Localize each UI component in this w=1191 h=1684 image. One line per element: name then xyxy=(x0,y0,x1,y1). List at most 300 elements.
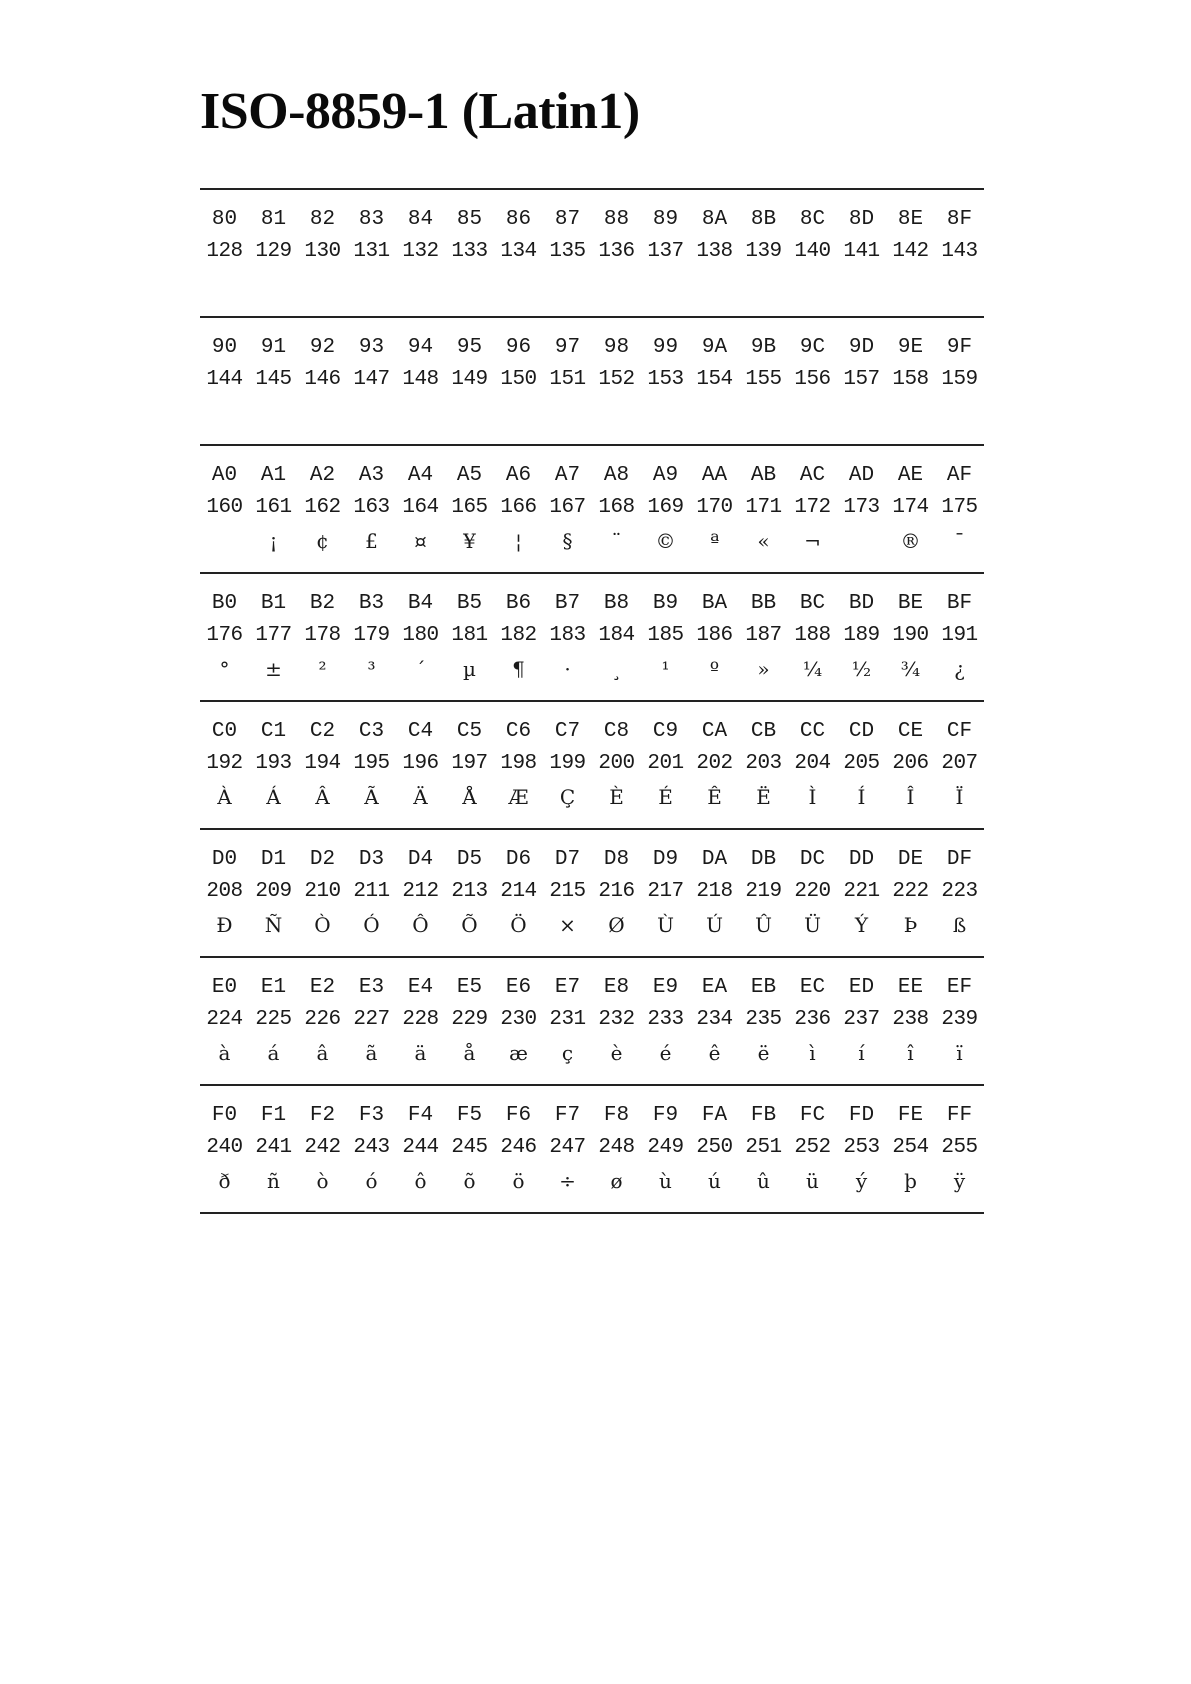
hex-code: E8 xyxy=(603,976,630,999)
decimal-code: 236 xyxy=(794,1008,831,1031)
decimal-code: 134 xyxy=(500,240,537,263)
charset-block xyxy=(200,700,984,828)
decimal-code-row xyxy=(200,364,984,396)
character-glyph: å xyxy=(463,1041,476,1065)
decimal-code: 244 xyxy=(402,1136,439,1159)
hex-code: D8 xyxy=(603,848,630,871)
hex-code: F6 xyxy=(505,1104,532,1127)
character-glyph: » xyxy=(757,657,770,681)
hex-code: B9 xyxy=(652,592,679,615)
decimal-code: 239 xyxy=(941,1008,978,1031)
decimal-code: 167 xyxy=(549,496,586,519)
hex-code: A5 xyxy=(456,464,483,487)
decimal-code: 201 xyxy=(647,752,684,775)
character-glyph: É xyxy=(658,785,673,809)
decimal-code: 138 xyxy=(696,240,733,263)
hex-code: 96 xyxy=(505,336,532,359)
hex-code: C9 xyxy=(652,720,679,743)
charset-block xyxy=(200,444,984,572)
character-glyph: µ xyxy=(463,657,476,681)
charset-block xyxy=(200,956,984,1084)
hex-code: BF xyxy=(946,592,973,615)
hex-code: E4 xyxy=(407,976,434,999)
character-glyph: æ xyxy=(509,1041,528,1065)
decimal-code: 191 xyxy=(941,624,978,647)
character-glyph: ¤ xyxy=(414,529,427,553)
decimal-code: 198 xyxy=(500,752,537,775)
decimal-code: 247 xyxy=(549,1136,586,1159)
decimal-code: 221 xyxy=(843,880,880,903)
character-glyph: ¡ xyxy=(269,529,278,553)
hex-code: D4 xyxy=(407,848,434,871)
hex-code: 84 xyxy=(407,208,434,231)
decimal-code: 248 xyxy=(598,1136,635,1159)
decimal-code: 130 xyxy=(304,240,341,263)
hex-code: F9 xyxy=(652,1104,679,1127)
decimal-code: 199 xyxy=(549,752,586,775)
hex-code: D7 xyxy=(554,848,581,871)
character-row xyxy=(200,397,984,429)
hex-code: AB xyxy=(750,464,777,487)
character-glyph: î xyxy=(907,1041,914,1065)
hex-code: ED xyxy=(848,976,875,999)
decimal-code: 183 xyxy=(549,624,586,647)
decimal-code: 188 xyxy=(794,624,831,647)
decimal-code: 214 xyxy=(500,880,537,903)
decimal-code: 224 xyxy=(206,1008,243,1031)
hex-code: DC xyxy=(799,848,826,871)
decimal-code: 143 xyxy=(941,240,978,263)
hex-code: 86 xyxy=(505,208,532,231)
decimal-code: 193 xyxy=(255,752,292,775)
character-glyph: º xyxy=(709,657,720,681)
decimal-code: 246 xyxy=(500,1136,537,1159)
character-glyph: Î xyxy=(906,785,915,809)
character-row xyxy=(200,653,984,685)
character-glyph: ¼ xyxy=(802,657,823,681)
hex-code: A2 xyxy=(309,464,336,487)
hex-code: 92 xyxy=(309,336,336,359)
character-glyph: Ø xyxy=(608,913,625,937)
hex-code: AA xyxy=(701,464,728,487)
hex-code: F2 xyxy=(309,1104,336,1127)
character-glyph: ª xyxy=(709,529,720,553)
decimal-code: 173 xyxy=(843,496,880,519)
hex-code: F5 xyxy=(456,1104,483,1127)
hex-code: 9A xyxy=(701,336,728,359)
hex-code: BD xyxy=(848,592,875,615)
hex-code: B0 xyxy=(211,592,238,615)
hex-code: E2 xyxy=(309,976,336,999)
decimal-code: 141 xyxy=(843,240,880,263)
hex-code: C2 xyxy=(309,720,336,743)
hex-code: C5 xyxy=(456,720,483,743)
character-glyph: é xyxy=(659,1041,672,1065)
decimal-code: 234 xyxy=(696,1008,733,1031)
decimal-code: 182 xyxy=(500,624,537,647)
decimal-code-row xyxy=(200,620,984,652)
decimal-code: 217 xyxy=(647,880,684,903)
hex-code: E1 xyxy=(260,976,287,999)
decimal-code: 190 xyxy=(892,624,929,647)
character-glyph: ò xyxy=(316,1169,329,1193)
decimal-code: 179 xyxy=(353,624,390,647)
hex-code-row xyxy=(200,716,984,748)
decimal-code: 222 xyxy=(892,880,929,903)
decimal-code-row xyxy=(200,1132,984,1164)
decimal-code: 211 xyxy=(353,880,390,903)
decimal-code: 218 xyxy=(696,880,733,903)
charset-block xyxy=(200,572,984,700)
hex-code: 8C xyxy=(799,208,826,231)
hex-code: A6 xyxy=(505,464,532,487)
decimal-code-row xyxy=(200,876,984,908)
hex-code: 9D xyxy=(848,336,875,359)
character-glyph: ü xyxy=(806,1169,819,1193)
decimal-code: 202 xyxy=(696,752,733,775)
hex-code: B6 xyxy=(505,592,532,615)
character-glyph: ç xyxy=(561,1041,574,1065)
decimal-code: 156 xyxy=(794,368,831,391)
character-glyph: Ó xyxy=(363,913,380,937)
hex-code: C8 xyxy=(603,720,630,743)
character-row xyxy=(200,1037,984,1069)
hex-code: CE xyxy=(897,720,924,743)
hex-code: 8F xyxy=(946,208,973,231)
charset-block xyxy=(200,1084,984,1212)
charset-block xyxy=(200,828,984,956)
decimal-code-row xyxy=(200,748,984,780)
character-glyph: ¹ xyxy=(661,657,670,681)
decimal-code: 140 xyxy=(794,240,831,263)
hex-code: AC xyxy=(799,464,826,487)
character-glyph: Ï xyxy=(955,785,964,809)
hex-code: DA xyxy=(701,848,728,871)
decimal-code: 166 xyxy=(500,496,537,519)
decimal-code-row xyxy=(200,1004,984,1036)
character-row xyxy=(200,269,984,301)
hex-code: 88 xyxy=(603,208,630,231)
hex-code: CD xyxy=(848,720,875,743)
character-glyph: ± xyxy=(265,657,282,681)
decimal-code: 158 xyxy=(892,368,929,391)
hex-code: BC xyxy=(799,592,826,615)
hex-code: BB xyxy=(750,592,777,615)
hex-code-row xyxy=(200,460,984,492)
character-glyph: Ä xyxy=(413,785,428,809)
hex-code: A8 xyxy=(603,464,630,487)
decimal-code: 210 xyxy=(304,880,341,903)
decimal-code: 153 xyxy=(647,368,684,391)
character-glyph: è xyxy=(610,1041,623,1065)
hex-code: F0 xyxy=(211,1104,238,1127)
hex-code: B2 xyxy=(309,592,336,615)
character-glyph: Ý xyxy=(854,913,869,937)
hex-code: C0 xyxy=(211,720,238,743)
decimal-code: 181 xyxy=(451,624,488,647)
decimal-code: 250 xyxy=(696,1136,733,1159)
character-glyph: Ã xyxy=(364,785,379,809)
character-glyph: Í xyxy=(857,785,866,809)
decimal-code: 195 xyxy=(353,752,390,775)
hex-code: 93 xyxy=(358,336,385,359)
hex-code: E6 xyxy=(505,976,532,999)
decimal-code: 186 xyxy=(696,624,733,647)
decimal-code: 180 xyxy=(402,624,439,647)
hex-code: E5 xyxy=(456,976,483,999)
section-divider xyxy=(200,1212,984,1214)
hex-code-row xyxy=(200,1100,984,1132)
decimal-code: 255 xyxy=(941,1136,978,1159)
character-glyph: Á xyxy=(266,785,281,809)
hex-code: EC xyxy=(799,976,826,999)
decimal-code: 208 xyxy=(206,880,243,903)
hex-code: F1 xyxy=(260,1104,287,1127)
character-glyph: ² xyxy=(318,657,327,681)
decimal-code: 252 xyxy=(794,1136,831,1159)
hex-code: BE xyxy=(897,592,924,615)
decimal-code: 207 xyxy=(941,752,978,775)
hex-code: 9E xyxy=(897,336,924,359)
decimal-code-row xyxy=(200,236,984,268)
hex-code-row xyxy=(200,972,984,1004)
hex-code: 80 xyxy=(211,208,238,231)
hex-code: 97 xyxy=(554,336,581,359)
character-glyph: ô xyxy=(414,1169,427,1193)
character-row xyxy=(200,781,984,813)
decimal-code: 157 xyxy=(843,368,880,391)
decimal-code: 142 xyxy=(892,240,929,263)
decimal-code: 228 xyxy=(402,1008,439,1031)
decimal-code: 192 xyxy=(206,752,243,775)
character-glyph: ó xyxy=(365,1169,378,1193)
decimal-code: 163 xyxy=(353,496,390,519)
character-glyph: Õ xyxy=(461,913,478,937)
hex-code: 9F xyxy=(946,336,973,359)
decimal-code: 215 xyxy=(549,880,586,903)
decimal-code: 147 xyxy=(353,368,390,391)
decimal-code: 150 xyxy=(500,368,537,391)
character-glyph: ë xyxy=(757,1041,770,1065)
hex-code: A9 xyxy=(652,464,679,487)
hex-code: 8E xyxy=(897,208,924,231)
decimal-code: 205 xyxy=(843,752,880,775)
character-glyph: ã xyxy=(365,1041,378,1065)
hex-code: B7 xyxy=(554,592,581,615)
page-title: ISO-8859-1 (Latin1) xyxy=(200,83,640,140)
decimal-code: 154 xyxy=(696,368,733,391)
character-glyph: § xyxy=(562,529,573,553)
decimal-code: 159 xyxy=(941,368,978,391)
hex-code: C7 xyxy=(554,720,581,743)
character-glyph: ¯ xyxy=(954,529,965,553)
decimal-code: 196 xyxy=(402,752,439,775)
character-glyph: ´ xyxy=(415,657,426,681)
decimal-code: 229 xyxy=(451,1008,488,1031)
character-glyph: ù xyxy=(659,1169,672,1193)
hex-code: FE xyxy=(897,1104,924,1127)
hex-code: 85 xyxy=(456,208,483,231)
hex-code: CF xyxy=(946,720,973,743)
hex-code: FB xyxy=(750,1104,777,1127)
character-glyph: â xyxy=(316,1041,329,1065)
hex-code: B5 xyxy=(456,592,483,615)
decimal-code: 128 xyxy=(206,240,243,263)
hex-code: F3 xyxy=(358,1104,385,1127)
hex-code: 95 xyxy=(456,336,483,359)
character-glyph: È xyxy=(609,785,624,809)
decimal-code: 178 xyxy=(304,624,341,647)
character-glyph: ® xyxy=(900,529,921,553)
character-glyph: ° xyxy=(219,657,230,681)
decimal-code: 162 xyxy=(304,496,341,519)
hex-code: E3 xyxy=(358,976,385,999)
decimal-code: 209 xyxy=(255,880,292,903)
decimal-code: 194 xyxy=(304,752,341,775)
decimal-code: 251 xyxy=(745,1136,782,1159)
hex-code: A1 xyxy=(260,464,287,487)
character-glyph: ä xyxy=(414,1041,427,1065)
decimal-code: 213 xyxy=(451,880,488,903)
decimal-code: 146 xyxy=(304,368,341,391)
character-glyph: ÿ xyxy=(953,1169,966,1193)
hex-code: EB xyxy=(750,976,777,999)
hex-code: E0 xyxy=(211,976,238,999)
decimal-code: 139 xyxy=(745,240,782,263)
character-glyph: Ò xyxy=(314,913,331,937)
character-glyph: © xyxy=(655,529,676,553)
decimal-code: 161 xyxy=(255,496,292,519)
hex-code: D6 xyxy=(505,848,532,871)
decimal-code: 249 xyxy=(647,1136,684,1159)
hex-code: FD xyxy=(848,1104,875,1127)
decimal-code: 144 xyxy=(206,368,243,391)
character-glyph: þ xyxy=(904,1169,917,1193)
hex-code: D1 xyxy=(260,848,287,871)
hex-code: 81 xyxy=(260,208,287,231)
decimal-code: 152 xyxy=(598,368,635,391)
character-glyph: Ð xyxy=(216,913,233,937)
decimal-code: 189 xyxy=(843,624,880,647)
decimal-code: 212 xyxy=(402,880,439,903)
character-glyph: ð xyxy=(218,1169,231,1193)
hex-code: 8B xyxy=(750,208,777,231)
decimal-code: 132 xyxy=(402,240,439,263)
hex-code: EF xyxy=(946,976,973,999)
decimal-code: 227 xyxy=(353,1008,390,1031)
character-row xyxy=(200,909,984,941)
decimal-code: 240 xyxy=(206,1136,243,1159)
character-glyph: ì xyxy=(809,1041,816,1065)
character-glyph: « xyxy=(757,529,770,553)
character-glyph: ¶ xyxy=(512,657,525,681)
decimal-code: 175 xyxy=(941,496,978,519)
hex-code: EA xyxy=(701,976,728,999)
hex-code: E9 xyxy=(652,976,679,999)
decimal-code: 133 xyxy=(451,240,488,263)
hex-code: 9B xyxy=(750,336,777,359)
character-glyph: ¾ xyxy=(900,657,921,681)
hex-code: 8D xyxy=(848,208,875,231)
hex-code: EE xyxy=(897,976,924,999)
hex-code: A4 xyxy=(407,464,434,487)
decimal-code: 176 xyxy=(206,624,243,647)
hex-code: F4 xyxy=(407,1104,434,1127)
decimal-code: 145 xyxy=(255,368,292,391)
decimal-code: 174 xyxy=(892,496,929,519)
hex-code: AE xyxy=(897,464,924,487)
hex-code: CA xyxy=(701,720,728,743)
decimal-code: 204 xyxy=(794,752,831,775)
character-row xyxy=(200,525,984,557)
hex-code-row xyxy=(200,844,984,876)
hex-code: 90 xyxy=(211,336,238,359)
character-glyph: Þ xyxy=(903,913,918,937)
character-glyph: ½ xyxy=(851,657,872,681)
character-glyph: õ xyxy=(463,1169,476,1193)
decimal-code: 220 xyxy=(794,880,831,903)
hex-code: 83 xyxy=(358,208,385,231)
hex-code: 98 xyxy=(603,336,630,359)
decimal-code: 241 xyxy=(255,1136,292,1159)
hex-code-row xyxy=(200,588,984,620)
decimal-code: 235 xyxy=(745,1008,782,1031)
decimal-code: 223 xyxy=(941,880,978,903)
hex-code: FA xyxy=(701,1104,728,1127)
character-glyph: ³ xyxy=(367,657,376,681)
character-glyph: £ xyxy=(365,529,378,553)
decimal-code: 172 xyxy=(794,496,831,519)
decimal-code: 137 xyxy=(647,240,684,263)
hex-code: F8 xyxy=(603,1104,630,1127)
decimal-code: 225 xyxy=(255,1008,292,1031)
hex-code: D3 xyxy=(358,848,385,871)
hex-code: B4 xyxy=(407,592,434,615)
hex-code: D5 xyxy=(456,848,483,871)
decimal-code: 216 xyxy=(598,880,635,903)
character-glyph: Ú xyxy=(706,913,723,937)
hex-code: D2 xyxy=(309,848,336,871)
decimal-code: 136 xyxy=(598,240,635,263)
decimal-code: 243 xyxy=(353,1136,390,1159)
decimal-code: 164 xyxy=(402,496,439,519)
decimal-code: 237 xyxy=(843,1008,880,1031)
character-glyph: ¨ xyxy=(611,529,622,553)
hex-code: AF xyxy=(946,464,973,487)
decimal-code: 254 xyxy=(892,1136,929,1159)
hex-code: CC xyxy=(799,720,826,743)
hex-code: 8A xyxy=(701,208,728,231)
character-row xyxy=(200,1165,984,1197)
decimal-code: 184 xyxy=(598,624,635,647)
hex-code: 91 xyxy=(260,336,287,359)
character-glyph: ñ xyxy=(267,1169,280,1193)
character-glyph: Ñ xyxy=(264,913,283,937)
character-glyph: ¥ xyxy=(463,529,476,553)
character-glyph: ¬ xyxy=(804,529,821,553)
decimal-code: 219 xyxy=(745,880,782,903)
decimal-code: 149 xyxy=(451,368,488,391)
decimal-code: 230 xyxy=(500,1008,537,1031)
decimal-code: 160 xyxy=(206,496,243,519)
decimal-code: 231 xyxy=(549,1008,586,1031)
charset-block xyxy=(200,188,984,316)
hex-code: A0 xyxy=(211,464,238,487)
character-glyph: ¿ xyxy=(954,657,965,681)
hex-code: B1 xyxy=(260,592,287,615)
hex-code: BA xyxy=(701,592,728,615)
character-glyph: Å xyxy=(462,785,477,809)
